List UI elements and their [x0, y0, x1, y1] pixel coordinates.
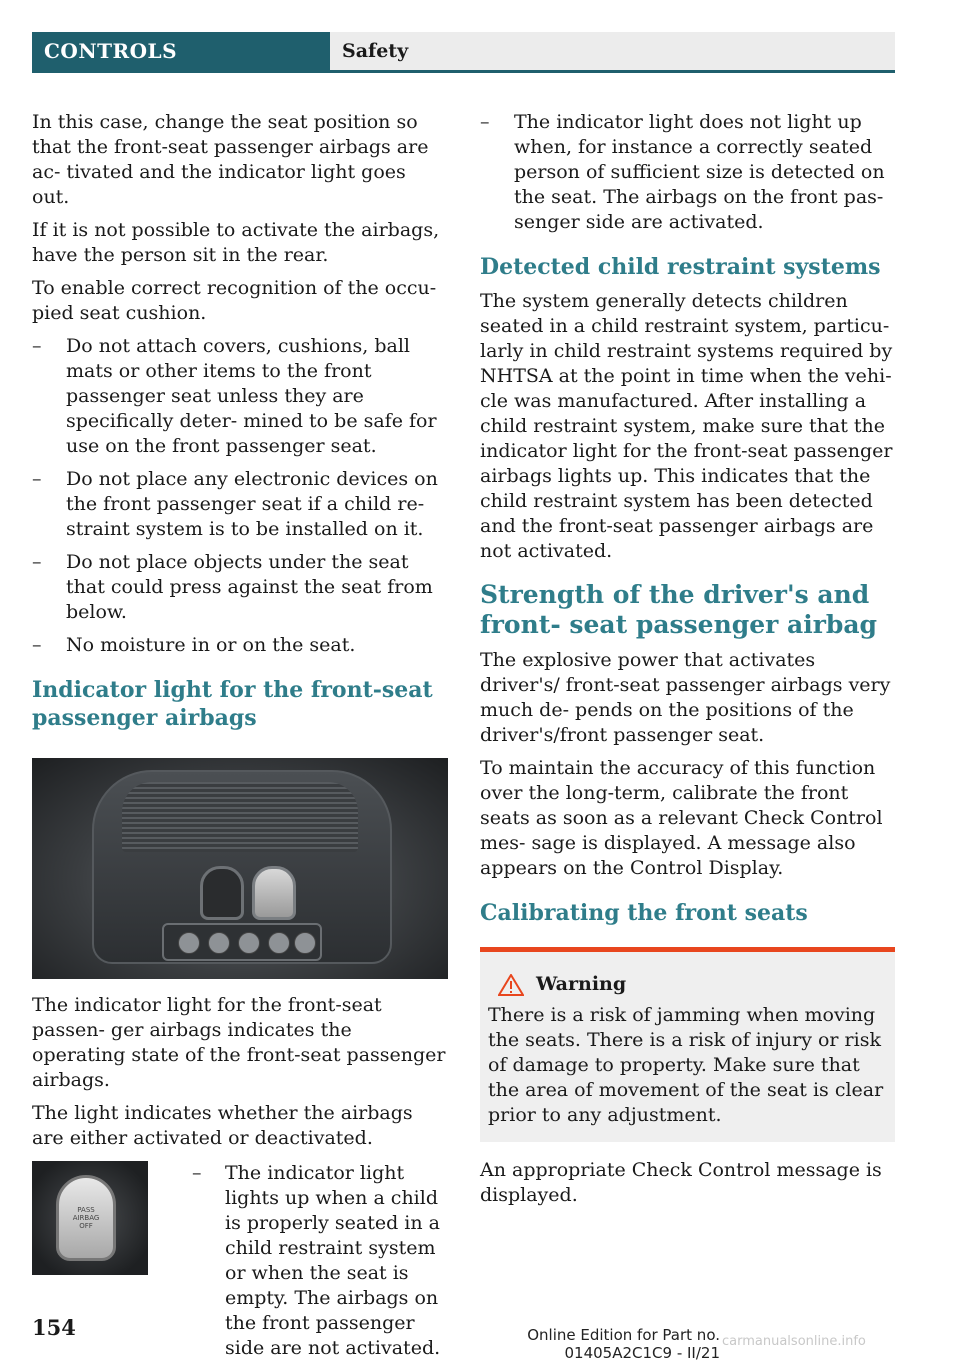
- list-item: – No moisture in or on the seat.: [32, 633, 448, 658]
- topic-tab: [330, 32, 895, 70]
- paragraph: The indicator light for the front-seat passen‐ ger airbags indicates the operating state of the front-seat passenger airbags.: [32, 994, 446, 1091]
- section-heading: Detected child restraint systems: [480, 254, 881, 280]
- list-item: – Do not place any electronic devices on the front passenger seat if a child re‐ straint system is to be installed on it.: [32, 467, 448, 542]
- indicator-row: [32, 1161, 448, 1359]
- page-number: 154: [32, 1315, 76, 1340]
- pass-airbag-off-button: [56, 1175, 116, 1261]
- seat-rules-list: [32, 334, 448, 658]
- overhead-console-photo: [32, 758, 448, 979]
- pass-airbag-off-photo: [32, 1161, 148, 1275]
- warning-text: There is a risk of jamming when moving the seats. There is a risk of injury or risk of damage to property. Make sure that the area of movement of the seat is clear prior to any adjustment.: [488, 1004, 884, 1126]
- console-button-dark: [200, 866, 244, 920]
- warning-header: [488, 972, 887, 997]
- edition-text: Online Edition for Part no. 01405A2C1C9 - II/21: [527, 1326, 720, 1362]
- switch-icon: [208, 932, 230, 954]
- warning-triangle-icon: [498, 974, 524, 996]
- switch-icon: [238, 932, 260, 954]
- right-column: [480, 110, 895, 1216]
- page-header: [32, 32, 895, 72]
- watermark: carmanualsonline.info: [722, 1334, 866, 1349]
- indicator-list: [192, 1161, 450, 1369]
- list-item: – The indicator light does not light up when, for instance a correctly seated person of sufficient size is detected on the seat. The airbags on the front pas‐ senger side are activated.: [480, 110, 895, 235]
- paragraph: The explosive power that activates driver's/ front-seat passenger airbags very much de‐ pends on the positions of the driver's/front passenger seat.: [480, 649, 891, 746]
- indicator-list-continued: [480, 110, 895, 235]
- paragraph: In this case, change the seat position so that the front-seat passenger airbags are ac‐ tivated and the indicator light goes out.: [32, 111, 429, 208]
- list-item: – The indicator light lights up when a child is properly seated in a child restraint system or when the seat is empty. The airbags on the front passenger side are not activated.: [192, 1161, 450, 1361]
- section-heading: Calibrating the front seats: [480, 900, 808, 926]
- paragraph: To maintain the accuracy of this function over the long-term, calibrate the front seats as soon as a relevant Check Control mes‐ sage is displayed. A message also appears on the Control Display.: [480, 757, 883, 879]
- warning-box: [480, 947, 895, 1142]
- paragraph: If it is not possible to activate the airbags, have the person sit in the rear.: [32, 219, 440, 266]
- topic-label: Safety: [342, 40, 409, 62]
- section-tab: [32, 32, 330, 70]
- paragraph: To enable correct recognition of the occu‐ pied seat cushion.: [32, 277, 437, 324]
- header-rule: [32, 70, 895, 73]
- passenger-airbag-indicator: [252, 866, 296, 920]
- paragraph: An appropriate Check Control message is displayed.: [480, 1159, 882, 1206]
- section-label: CONTROLS: [44, 39, 178, 63]
- paragraph: The system generally detects children seated in a child restraint system, particu‐ larly in child restraint systems required by NHTSA at the point in time when the vehi‐ cle was manufactured. After installing a child restraint system, make sure that the indicator light for the front-seat passenger airbags lights up. This indicates that the child restraint system has been detected and the front-seat passenger airbags are not activated.: [480, 290, 893, 562]
- warning-title: Warning: [536, 973, 627, 995]
- switch-icon: [268, 932, 290, 954]
- left-column: [32, 110, 448, 1359]
- list-item: – Do not place objects under the seat that could press against the seat from below.: [32, 550, 448, 625]
- edition-footer: [480, 1326, 720, 1362]
- button-text-line: OFF: [79, 1222, 93, 1230]
- button-text-line: AIRBAG: [72, 1214, 100, 1222]
- switch-icon: [178, 932, 200, 954]
- switch-panel: [162, 923, 322, 961]
- button-text-line: PASS: [77, 1206, 95, 1214]
- console-grille: [122, 782, 358, 852]
- switch-icon: [294, 932, 316, 954]
- major-heading: Strength of the driver's and front- seat passenger airbag: [480, 580, 878, 639]
- paragraph: The light indicates whether the airbags are either activated or deactivated.: [32, 1102, 413, 1149]
- section-heading: Indicator light for the front-seat passenger airbags: [32, 677, 433, 731]
- list-item: – Do not attach covers, cushions, ball mats or other items to the front passenger seat unless they are specifically deter‐ mined to be safe for use on the front passenger seat.: [32, 334, 448, 459]
